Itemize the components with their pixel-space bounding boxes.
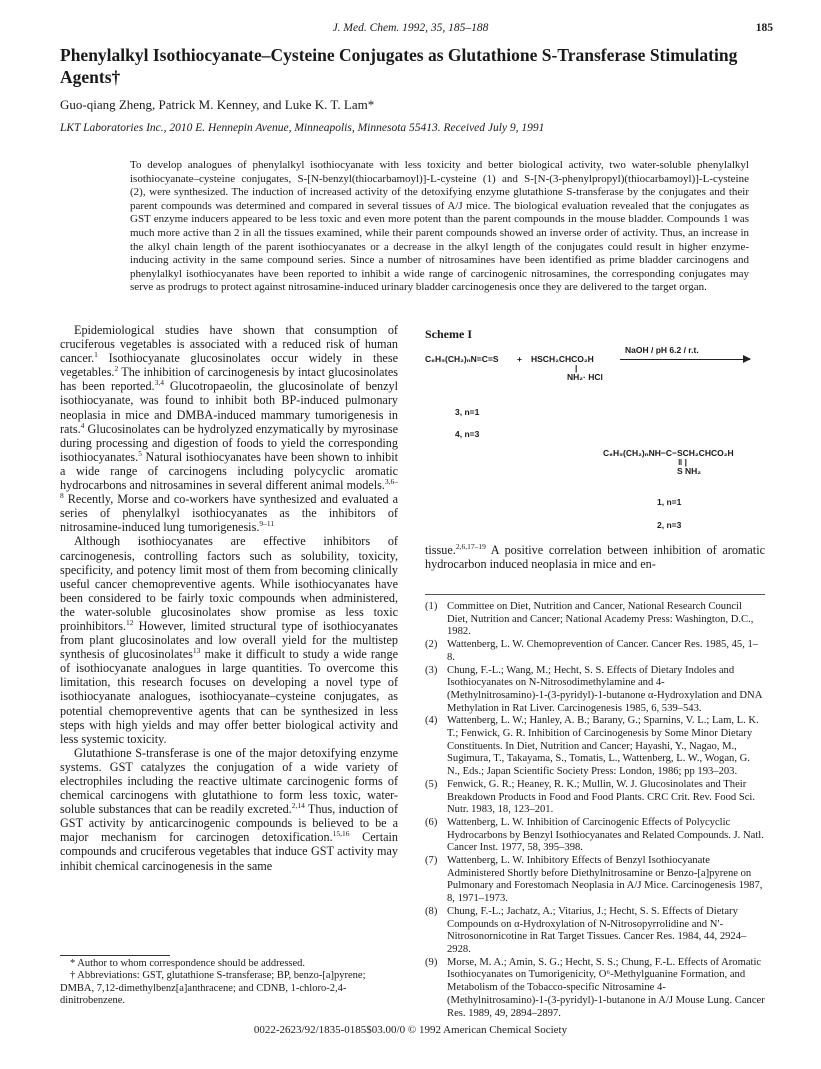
compound-3-label: 3, n=1 [455, 407, 480, 417]
text: A positive correlation between inhibition of aromatic hydrocarbon induced neoplasia in mice and en- [425, 543, 765, 572]
paragraph [60, 323, 398, 534]
text: Glutathione S-transferase is one of the major detoxifying enzyme systems. GST catalyzes the conjugation of a wide variety of electrophiles including the reactive ultimate carcinogenic forms of chemical carcinogens with glutathione to form less toxic, water-soluble substances that can be readily excreted. [60, 745, 398, 817]
reference-item [425, 779, 765, 817]
citation: 12 [126, 617, 134, 627]
reference-item [425, 855, 765, 906]
body-column-right [425, 543, 765, 571]
abstract: To develop analogues of phenylalkyl isothiocyanate with less toxicity and better biological activity, two water-soluble phenylalkyl isothiocyanate–cysteine conjugates, S-[N-benzyl(thiocarbamoyl)]-L-cysteine (1) and S-[N-(3-phenylpropyl)(thiocarbamoyl)]-L-cysteine (2), were synthesized. The induction of increased activity of the detoxifying enzyme glutathione S-transferase by the conjugates and their parent compounds was determined and compared in several tissues of A/J mice. The biological evaluation revealed that the conjugates as GST enzyme inducers appeared to be less toxic and even more potent than the parent compounds in the mouse bladder. Compounds 1 was much more active than 2 in all the tissues examined, while their parent compounds showed an inverse order of activity. Thus, an increase in the alkyl chain length of the parent isothiocyanates or a decrease in the alkyl length of the conjugates could result in higher enzyme-inducing activity in the same compound series. Since a number of nitrosamines have been identified as prime bladder carcinogens and phenylalkyl isothiocyanates have been reported to inhibit a wide range of carcinogenic nitrosamines, the corresponding conjugates may serve as prodrugs to protect against nitrosamine-induced urinary bladder carcinogenesis once they are delivered to the target organ. [130, 159, 749, 294]
product-bonds: ‖ | [678, 457, 687, 467]
reference-number: (8) [425, 905, 438, 917]
compound-4-label: 4, n=3 [455, 429, 480, 439]
citation: 1 [94, 350, 98, 360]
text: Epidemiological studies have shown that consumption of cruciferous vegetables is associated with a reduced risk of human cancer. [60, 323, 398, 366]
citation: 4 [80, 420, 85, 430]
text: Thus, induction of GST activity by anticarcinogenic compounds is believed to be a major mechanism for carcinogen detoxification. [60, 802, 398, 845]
text: Certain compounds and cruciferous vegetables that induce GST activity may inhibit chemical carcinogenesis in the same [60, 830, 399, 873]
reference-number: (9) [425, 956, 438, 968]
reference-item [425, 715, 765, 779]
text: Isothiocyanate glucosinolates occur widely in these vegetables. [60, 351, 398, 380]
citation: 2,6,17–19 [455, 541, 486, 551]
reference-item [425, 639, 765, 664]
citation: 2,14 [291, 801, 305, 811]
text: tissue. [425, 543, 456, 557]
affiliation [60, 122, 780, 134]
reference-item [425, 665, 765, 716]
reference-text: Wattenberg, L. W. Inhibition of Carcinogenic Effects of Polycyclic Hydrocarbons by Benzyl Isothiocyanates and Related Compounds. J. Natl. Cancer Inst. 1977, 58, 395–398. [447, 816, 764, 854]
reference-number: (6) [425, 816, 438, 828]
paragraph [60, 746, 398, 873]
text: make it difficult to study a wide range of isothiocyanate analogues in large quantities. To overcome this limitation, this research focuses on developing a novel type of isothiocyanate analogues, isothiocyanate–cysteine conjugates, as potential chemopreventive agents that can be synthesized in less steps with high yields and may offer better biological activity and less systemic toxicity. [60, 647, 398, 746]
reference-number: (1) [425, 601, 438, 612]
running-header [0, 22, 821, 38]
text: The inhibition of carcinogenesis by intact glucosinolates has been reported. [60, 365, 398, 394]
reference-text: Chung, F.-L.; Wang, M.; Hecht, S. S. Effects of Dietary Indoles and Isothiocyanates on N-Nitrosodimethylamine and 4-(Methylnitrosamino)-1-(3-pyridyl)-1-butanone α-Hydroxylation and DNA Methylation in Rat Liver. Carcinogenesis 1985, 6, 539–543. [447, 664, 762, 714]
citation: 15,16 [332, 829, 350, 839]
citation: 13 [192, 646, 201, 656]
citation: 9–11 [259, 519, 275, 529]
reference-number: (2) [425, 639, 438, 651]
reference-item [425, 957, 765, 1021]
page-number: 185 [755, 22, 773, 34]
arrow-head-icon [743, 355, 751, 363]
reactant-isothiocyanate: C₆H₅(CH₂)ₙN=C=S [425, 354, 499, 364]
citation: 3,4 [154, 378, 164, 388]
scheme-diagram [425, 345, 770, 535]
reference-item [425, 906, 765, 957]
reference-item [425, 601, 765, 639]
reference-item [425, 817, 765, 855]
reaction-arrow [620, 359, 750, 360]
cysteine-amine: NH₂· HCl [567, 372, 603, 382]
plus-sign: + [517, 354, 522, 364]
reaction-conditions: NaOH / pH 6.2 / r.t. [625, 345, 699, 355]
reference-text: Morse, M. A.; Amin, S. G.; Hecht, S. S.; Chung, F.-L. Effects of Aromatic Isothiocyanates on Tumorigenicity, O⁶-Methylguanine Formation, and Metabolism of the Tobacco-specific Nitrosamine 4-(Methylnitrosamino)-1-(3-pyridyl)-1-butanone in A/J Mouse Lung. Cancer Res. 1989, 49, 2894–2897. [447, 956, 765, 1019]
reference-text: Fenwick, G. R.; Heaney, R. K.; Mullin, W. J. Glucosinolates and Their Breakdown Products in Food and Food Plants. CRC Crit. Rev. Food Sci. Nutr. 1983, 18, 123–201. [447, 778, 756, 816]
citation: 2 [114, 364, 119, 374]
reference-text: Wattenberg, L. W. Inhibitory Effects of Benzyl Isothiocyanate Administered Shortly before Diethylnitrosamine or Benzo-[a]pyrene on Pulmonary and Forestomach Neoplasia in A/J Mice. Carcinogenesis 1987, 8, 1971–1973. [447, 855, 763, 905]
product-substituents: S NH₂ [677, 466, 702, 476]
citation: 5 [138, 448, 142, 458]
compound-2-label: 2, n=3 [657, 520, 682, 530]
affiliation-address: LKT Laboratories Inc., 2010 E. Hennepin Avenue, Minneapolis, Minnesota 55413. [60, 122, 441, 134]
reference-text: Chung, F.-L.; Jachatz, A.; Vitarius, J.; Hecht, S. S. Effects of Dietary Compounds on α-Hydroxylation of N-Nitrosopyrrolidine and N′-Nitrosonornicotine in Rat Target Tissues. Cancer Res. 1984, 44, 2924–2928. [447, 905, 747, 955]
copyright-footer: 0022-2623/92/1835-0185$03.00/0 © 1992 American Chemical Society [253, 1024, 568, 1036]
references-list [425, 601, 765, 1020]
reference-number: (4) [425, 715, 438, 727]
citation: 3,6–8 [60, 476, 398, 501]
reference-number: (3) [425, 664, 438, 676]
reference-text: Committee on Diet, Nutrition and Cancer, National Research Council Diet, Nutrition and Cancer; National Academy Press: Washington, D.C., 1982. [447, 601, 754, 638]
text: Recently, Morse and co-workers have synthesized and evaluated a series of phenylalkyl isothiocyanates as the inhibitors of nitrosamine-induced lung tumorigenesis. [60, 492, 398, 535]
reference-text: Wattenberg, L. W. Chemoprevention of Cancer. Cancer Res. 1985, 45, 1–8. [447, 639, 759, 663]
correspondence-note: * Author to whom correspondence should be addressed. [70, 958, 306, 969]
product-structure: C₆H₅(CH₂)ₙNH−C−SCH₂CHCO₂H [603, 448, 734, 458]
reference-text: Wattenberg, L. W.; Hanley, A. B.; Barany, G.; Sparnins, V. L.; Lam, L. K. T.; Fenwick, G. R. Inhibition of Carcinogenesis by Some Minor Dietary Constituents. In Diet, Nutrition and Cancer; Hayashi, Y., Nagao, M., Sugimura, T., Takayama, S., Tomatis, L., Wattenberg, L. W., Wogan, G. N., Eds.; Japan Scientific Society Press: London, 1986; pp 193–203. [447, 715, 759, 778]
footnote-divider [60, 955, 170, 956]
received-date: Received July 9, 1991 [443, 122, 545, 134]
text: However, limited structural type of isothiocyanates from plant glucosinolates and low overall yield for the multistep synthesis of glucosinolates [60, 618, 398, 662]
reference-number: (7) [425, 855, 438, 867]
author-list: Guo-qiang Zheng, Patrick M. Kenney, and Luke K. T. Lam* [60, 97, 375, 112]
paragraph [60, 534, 398, 745]
reactant-cysteine: HSCH₂CHCO₂H [531, 354, 594, 364]
abbreviations-note: † Abbreviations: GST, glutathione S-transferase; BP, benzo-[a]pyrene; DMBA, 7,12-dimethylbenz[a]anthracene; and CDNB, 1-chloro-2,4-dinitrobenzene. [60, 970, 366, 1007]
compound-1-label: 1, n=1 [657, 497, 682, 507]
article-title: Phenylalkyl Isothiocyanate–Cysteine Conjugates as Glutathione S-Transferase Stimulating Agents† [60, 45, 738, 87]
footnotes [60, 958, 398, 1008]
scheme-title: Scheme I [425, 327, 472, 341]
text: Glucotropaeolin, the glucosinolate of benzyl isothiocyanate, was found to inhibit both BP-induced pulmonary neoplasia in mice and DMBA-induced mammary tumorigenesis in rats. [60, 379, 398, 436]
bond-line: | [575, 363, 578, 373]
text: Although isothiocyanates are effective inhibitors of carcinogenesis, controlling factors such as solubility, toxicity, specificity, and potency limit most of them from becoming clinically useful cancer chemopreventive agents. While isothiocyanates have been considered to be fairly toxic compounds when administered, the water-soluble glucosinolates show promise as less toxic proinhibitors. [60, 534, 398, 633]
body-column-left [60, 323, 398, 873]
references-divider [425, 594, 765, 595]
text: Natural isothiocyanates have been shown to inhibit a wide range of carcinogens including polycyclic aromatic hydrocarbons and nitrosamines in several different animal models. [60, 449, 398, 493]
text: Glucosinolates can be hydrolyzed enzymatically by myrosinase during processing and digestion of foods to yield the corresponding isothiocyanates. [60, 421, 398, 464]
journal-citation: J. Med. Chem. 1992, 35, 185–188 [332, 22, 489, 34]
reference-number: (5) [425, 778, 438, 790]
